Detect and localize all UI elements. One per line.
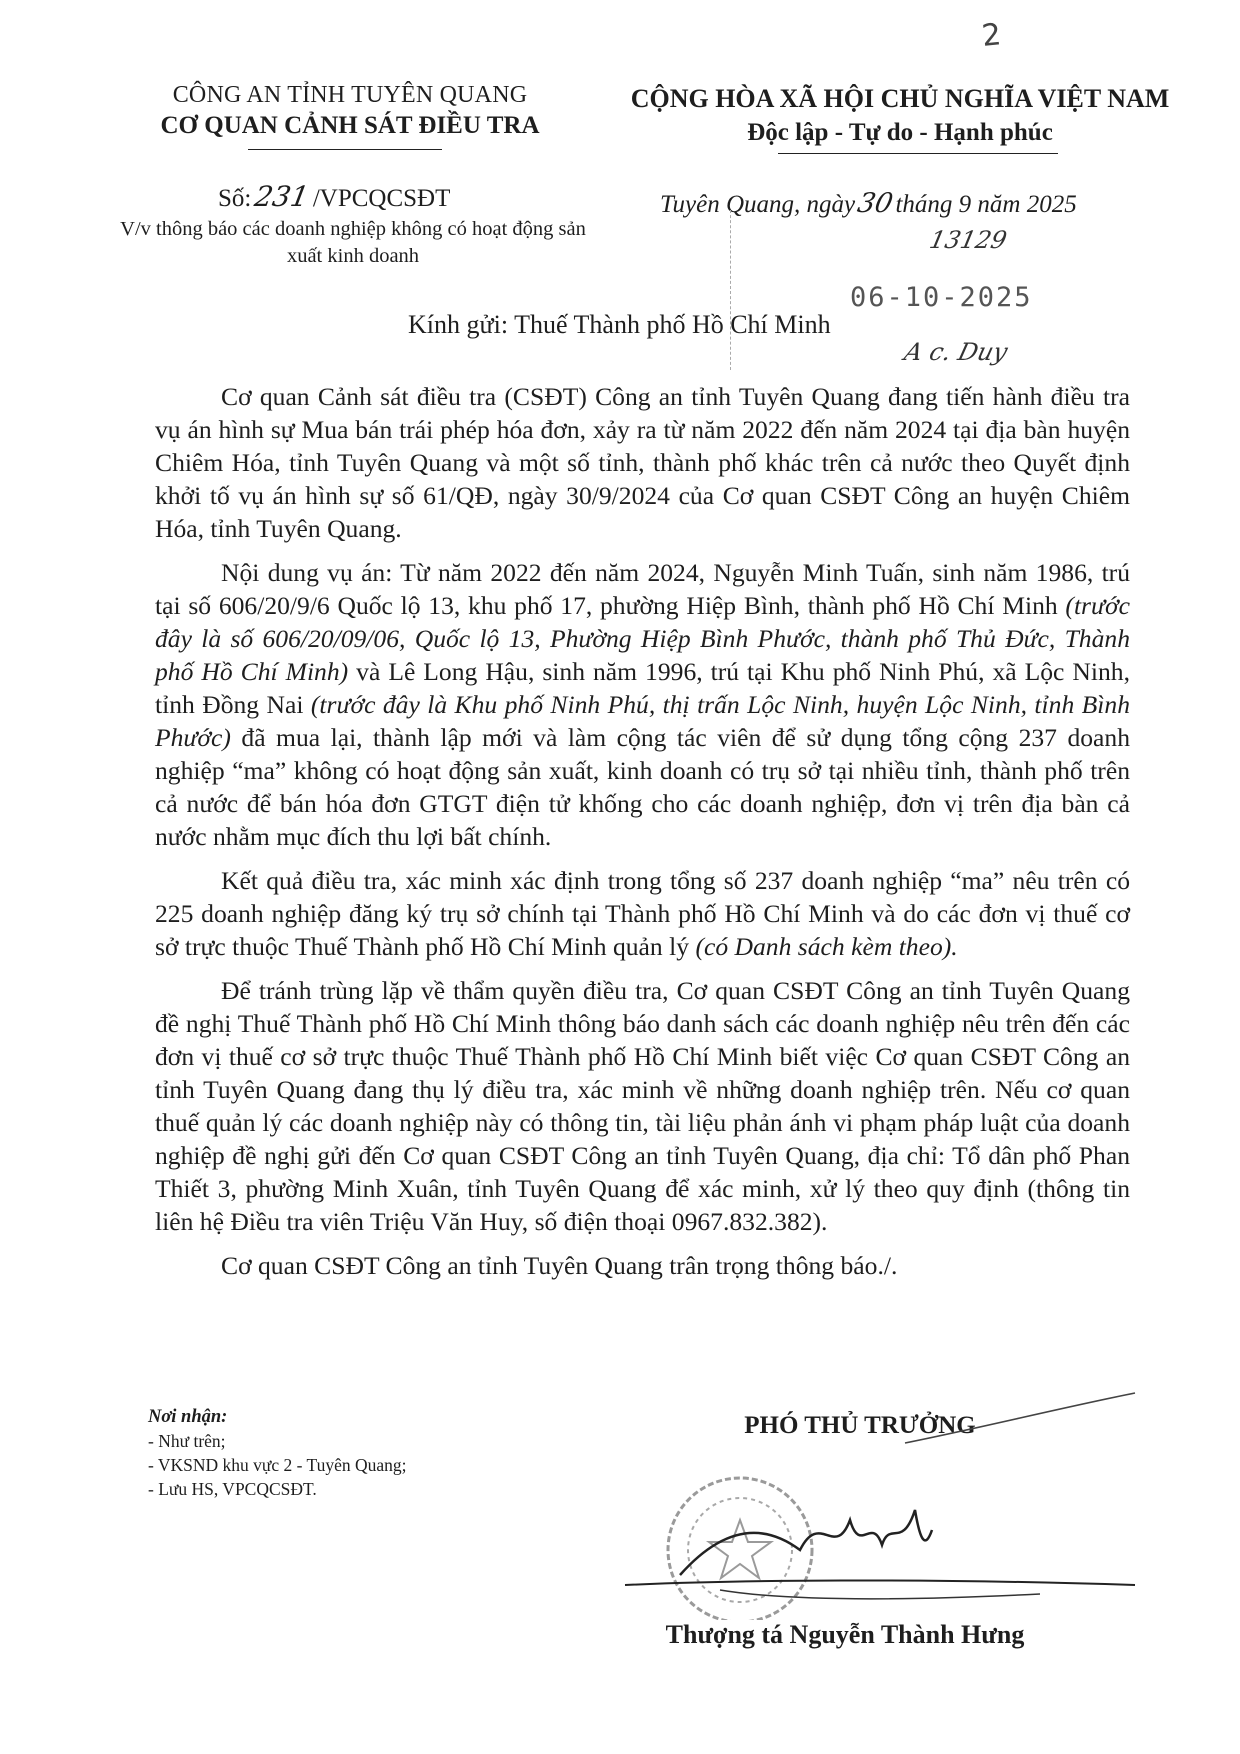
signature-flourish — [900, 1388, 1140, 1448]
document-body — [155, 380, 1130, 1293]
paragraph-2 — [155, 556, 1130, 853]
paragraph-4: Để tránh trùng lặp về thẩm quyền điều tra, Cơ quan CSĐT Công an tỉnh Tuyên Quang đề nghị Thuế Thành phố Hồ Chí Minh thông báo danh sách các doanh nghiệp nêu trên đến các đơn vị thuế cơ sở trực thuộc Thuế Thành phố Hồ Chí Minh biết việc Cơ quan CSĐT Công an tỉnh Tuyên Quang đang thụ lý điều tra, xác minh về những doanh nghiệp trên. Nếu cơ quan thuế quản lý các doanh nghiệp này có thông tin, tài liệu phản ánh vi phạm pháp luật của doanh nghiệp đề nghị gửi đến Cơ quan CSĐT Công an tỉnh Tuyên Quang, địa chỉ: Tổ dân phố Phan Thiết 3, phường Minh Xuân, tỉnh Tuyên Quang để xác minh, xử lý theo quy định (thông tin liên hệ Điều tra viên Triệu Văn Huy, số điện thoại 0967.832.382). — [155, 976, 1130, 1236]
recipients-title: Nơi nhận: — [148, 1407, 228, 1427]
date-month-year: tháng 9 năm 2025 — [895, 191, 1077, 218]
document-subject: V/v thông báo các doanh nghiệp không có hoạt động sản xuất kinh doanh — [120, 218, 586, 267]
signer-name: Thượng tá Nguyễn Thành Hưng — [665, 1620, 1025, 1649]
agency-line-2: CƠ QUAN CẢNH SÁT ĐIỀU TRA — [160, 112, 540, 139]
recipients-list — [148, 1405, 578, 1501]
p2-part-a: Nội dung vụ án: Từ năm 2022 đến năm 2024, Nguyễn Minh Tuấn, sinh năm 1986, trú tại số 606/20/9/6 Quốc lộ 13, khu phố 17, phường Hiệp Bình, thành phố Hồ Chí Minh — [155, 558, 1130, 620]
p2-part-c: và Lê Long Hậu, sinh năm 1996, trú tại Khu phố Ninh Phú, xã Lộc Ninh, tỉnh Đồng Nai — [155, 657, 1130, 719]
recipient-item: - Lưu HS, VPCQCSĐT. — [148, 1479, 317, 1499]
agency-underline — [248, 149, 442, 150]
handwritten-signature — [620, 1490, 1140, 1610]
paragraph-5: Cơ quan CSĐT Công an tỉnh Tuyên Quang trân trọng thông báo./. — [221, 1251, 898, 1280]
p2-part-d: (trước đây là Khu phố Ninh Phú, thị trấn Lộc Ninh, huyện Lộc Ninh, tỉnh Bình Phước) — [155, 690, 1130, 752]
document-number — [218, 180, 450, 213]
received-assignee: A c. Duy — [901, 338, 1011, 366]
doc-number-suffix: /VPCQCSĐT — [312, 185, 451, 212]
p2-part-e: đã mua lại, thành lập mới và làm cộng tác viên để sử dụng tổng cộng 237 doanh nghiệp “ma” không có hoạt động sản xuất, kinh doanh có trụ sở tại nhiều tỉnh, thành phố trên cả nước để bán hóa đơn GTGT điện tử khống cho các doanh nghiệp, đơn vị trên địa bàn cả nước nhằm mục đích thu lợi bất chính. — [155, 723, 1130, 851]
date-day-handwritten: 30 — [854, 188, 896, 219]
doc-number-handwritten: 231 — [252, 180, 312, 213]
national-header — [590, 84, 1210, 147]
p2-part-b: (trước đây là số 606/20/09/06, Quốc lộ 13, Phường Hiệp Bình Phước, thành phố Thủ Đức, Thành phố Hồ Chí Minh) — [155, 591, 1130, 686]
p3-part-b: (có Danh sách kèm theo). — [695, 932, 958, 961]
doc-number-prefix: Số: — [218, 185, 252, 212]
received-date: 06-10-2025 — [850, 282, 1033, 313]
page-number: 2 — [980, 17, 1003, 54]
date-place: Tuyên Quang, ngày — [660, 191, 856, 218]
national-motto: Độc lập - Tự do - Hạnh phúc — [747, 119, 1053, 146]
recipient-item: - VKSND khu vực 2 - Tuyên Quang; — [148, 1455, 407, 1475]
signer-position: PHÓ THỦ TRƯỞNG — [744, 1412, 976, 1439]
received-number: 13129 — [927, 226, 1010, 254]
motto-underline — [778, 153, 1058, 154]
recipient-line: Kính gửi: Thuế Thành phố Hồ Chí Minh — [408, 310, 831, 339]
recipient-item: - Như trên; — [148, 1431, 226, 1451]
country-name: CỘNG HÒA XÃ HỘI CHỦ NGHĨA VIỆT NAM — [630, 84, 1170, 113]
paragraph-1: Cơ quan Cảnh sát điều tra (CSĐT) Công an tỉnh Tuyên Quang đang tiến hành điều tra vụ án hình sự Mua bán trái phép hóa đơn, xảy ra từ năm 2022 đến năm 2024 tại địa bàn huyện Chiêm Hóa, tỉnh Tuyên Quang và một số tỉnh, thành phố khác trên cả nước theo Quyết định khởi tố vụ án hình sự số 61/QĐ, ngày 30/9/2024 của Cơ quan CSĐT Công an huyện Chiêm Hóa, tỉnh Tuyên Quang. — [155, 382, 1130, 543]
p3-part-a: Kết quả điều tra, xác minh xác định trong tổng số 237 doanh nghiệp “ma” nêu trên có 225 doanh nghiệp đăng ký trụ sở chính tại Thành phố Hồ Chí Minh và do các đơn vị thuế cơ sở trực thuộc Thuế Thành phố Hồ Chí Minh quản lý — [155, 866, 1130, 961]
paragraph-3 — [155, 864, 1130, 963]
agency-header — [120, 82, 580, 140]
agency-line-1: CÔNG AN TỈNH TUYÊN QUANG — [172, 82, 528, 108]
